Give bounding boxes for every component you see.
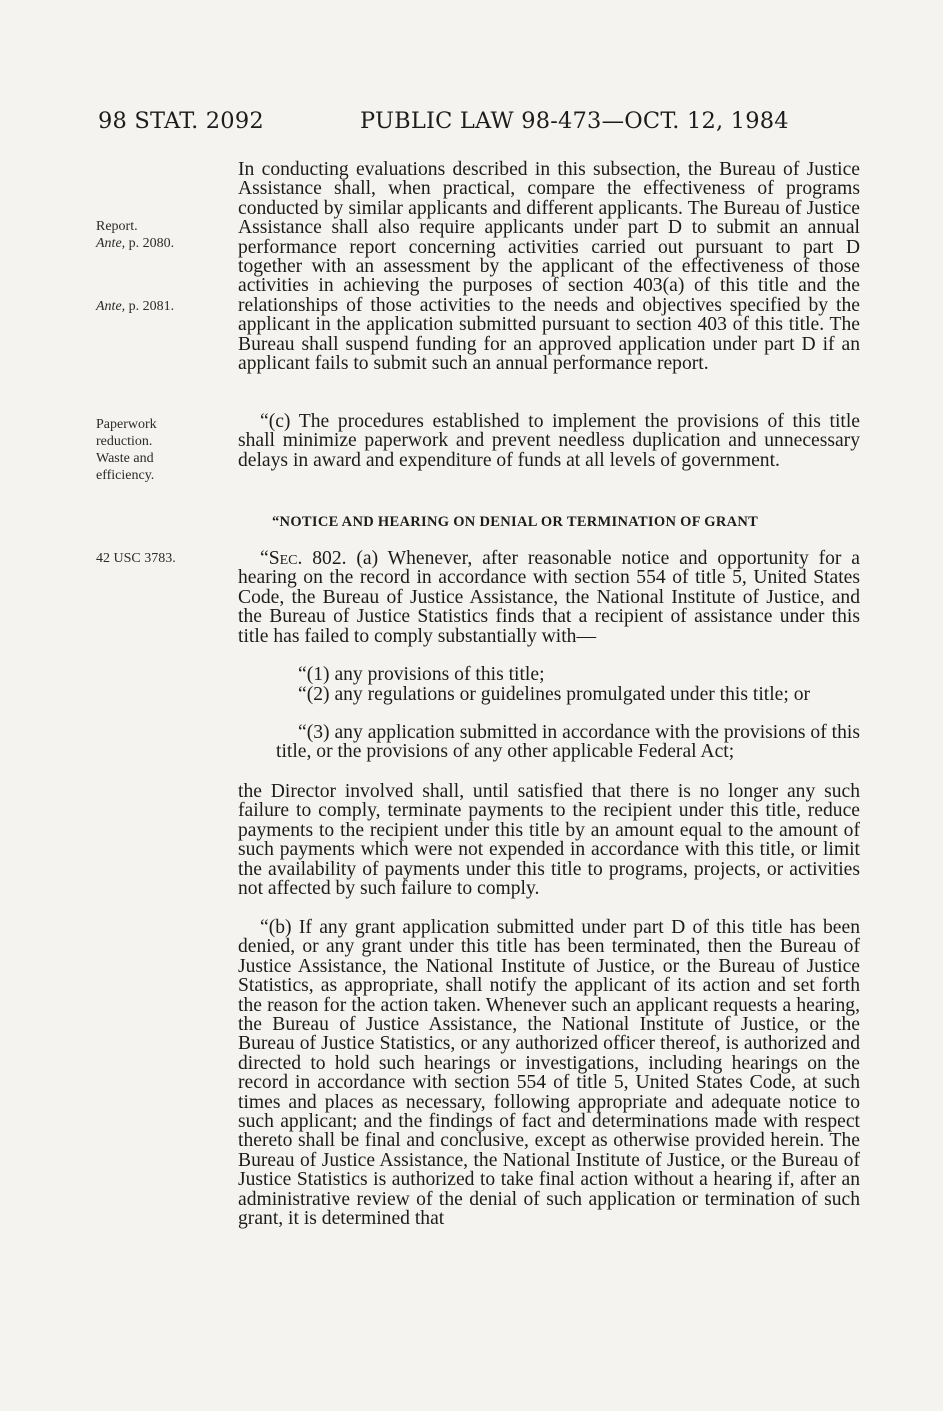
margin-note-line: Waste and — [96, 451, 154, 466]
section-heading: “NOTICE AND HEARING ON DENIAL OR TERMINATION OF GRANT — [272, 514, 759, 530]
margin-note-ante-label: Ante, — [96, 299, 126, 314]
margin-note-report — [96, 218, 174, 252]
paragraph-b-denied: “(b) If any grant application submitted under part D of this title has been denied, or any grant under this title has been terminated, then the Bureau of Justice Assistance, the National Institute of Justice, or the Bureau of Justice Statistics, as appropriate, shall notify the applicant of its action and set forth the reason for the action taken. Whenever such an applicant requests a hearing, the Bureau of Justice Assistance, the National Institute of Justice, or the Bureau of Justice Statistics, or any authorized officer thereof, is authorized and directed to hold such hearings or investigations, including hearings on the record in accordance with section 554 of title 5, United States Code, at such times and places as necessary, following appropriate and adequate notice to such applicant; and the findings of fact and determinations made with respect thereto shall be final and conclusive, except as otherwise provided herein. The Bureau of Justice Assistance, the National Institute of Justice, or the Bureau of Justice Statistics is authorized to take final action without a hearing if, after an administrative review of the denial of such application or termination of such grant, it is determined that — [238, 917, 860, 1230]
margin-note-line: Paperwork — [96, 417, 157, 432]
section-label: “Sec. — [260, 548, 303, 569]
margin-note-report-text: Report. — [96, 219, 138, 234]
list-item-3: “(3) any application submitted in accordance with the provisions of this title, or the provisions of any other applicable Federal Act; — [276, 722, 860, 763]
section-text: 802. (a) Whenever, after reasonable notice and opportunity for a hearing on the record in accordance with section 554 of title 5, United States Code, the Bureau of Justice Assistance, the National Institute of Justice, and the Bureau of Justice Statistics finds that a recipient of assistance under this title has failed to comply substantially with— — [238, 548, 860, 647]
margin-note-ante-page: p. 2080. — [128, 236, 175, 251]
paragraph-sec-802-a — [238, 549, 860, 646]
list-item-1: “(1) any provisions of this title; — [298, 664, 545, 685]
margin-note-ante-2081 — [96, 298, 174, 315]
list-item-2: “(2) any regulations or guidelines promulgated under this title; or — [298, 684, 811, 705]
page-title: PUBLIC LAW 98-473—OCT. 12, 1984 — [360, 108, 789, 134]
margin-note-line: reduction. — [96, 434, 153, 449]
paragraph-evaluations: In conducting evaluations described in this subsection, the Bureau of Justice Assistance shall, when practical, compare the effectiveness of programs conducted by similar applicants and different applicants. The Bureau of Justice Assistance shall also require applicants under part D to submit an annual performance report concerning activities carried out pursuant to part D together with an assessment by the applicant of the effectiveness of those activities in achieving the purposes of section 403(a) of this title and the relationships of those activities to the needs and objectives specified by the applicant in the application submitted pursuant to section 403 of this title. The Bureau shall suspend funding for an approved application under part D if an applicant fails to submit such an annual performance report. — [238, 159, 860, 375]
margin-note-ante-page: p. 2081. — [128, 299, 175, 314]
paragraph-c-procedures: “(c) The procedures established to implement the provisions of this title shall minimize paperwork and prevent needless duplication and unnecessary delays in award and expenditure of funds at all levels of government. — [238, 411, 860, 471]
paragraph-director: the Director involved shall, until satisfied that there is no longer any such failure to comply, terminate payments to the recipient under this title, reduce payments to the recipient under this title by an amount equal to the amount of such payments which were not expended in accordance with this title, or limit the availability of payments under this title to programs, projects, or activities not affected by such failure to comply. — [238, 781, 860, 900]
margin-note-line: efficiency. — [96, 468, 155, 483]
margin-note-usc: 42 USC 3783. — [96, 551, 176, 566]
page-stat-number: 98 STAT. 2092 — [98, 108, 264, 134]
margin-note-paperwork — [96, 416, 157, 484]
margin-note-ante-label: Ante, — [96, 236, 126, 251]
